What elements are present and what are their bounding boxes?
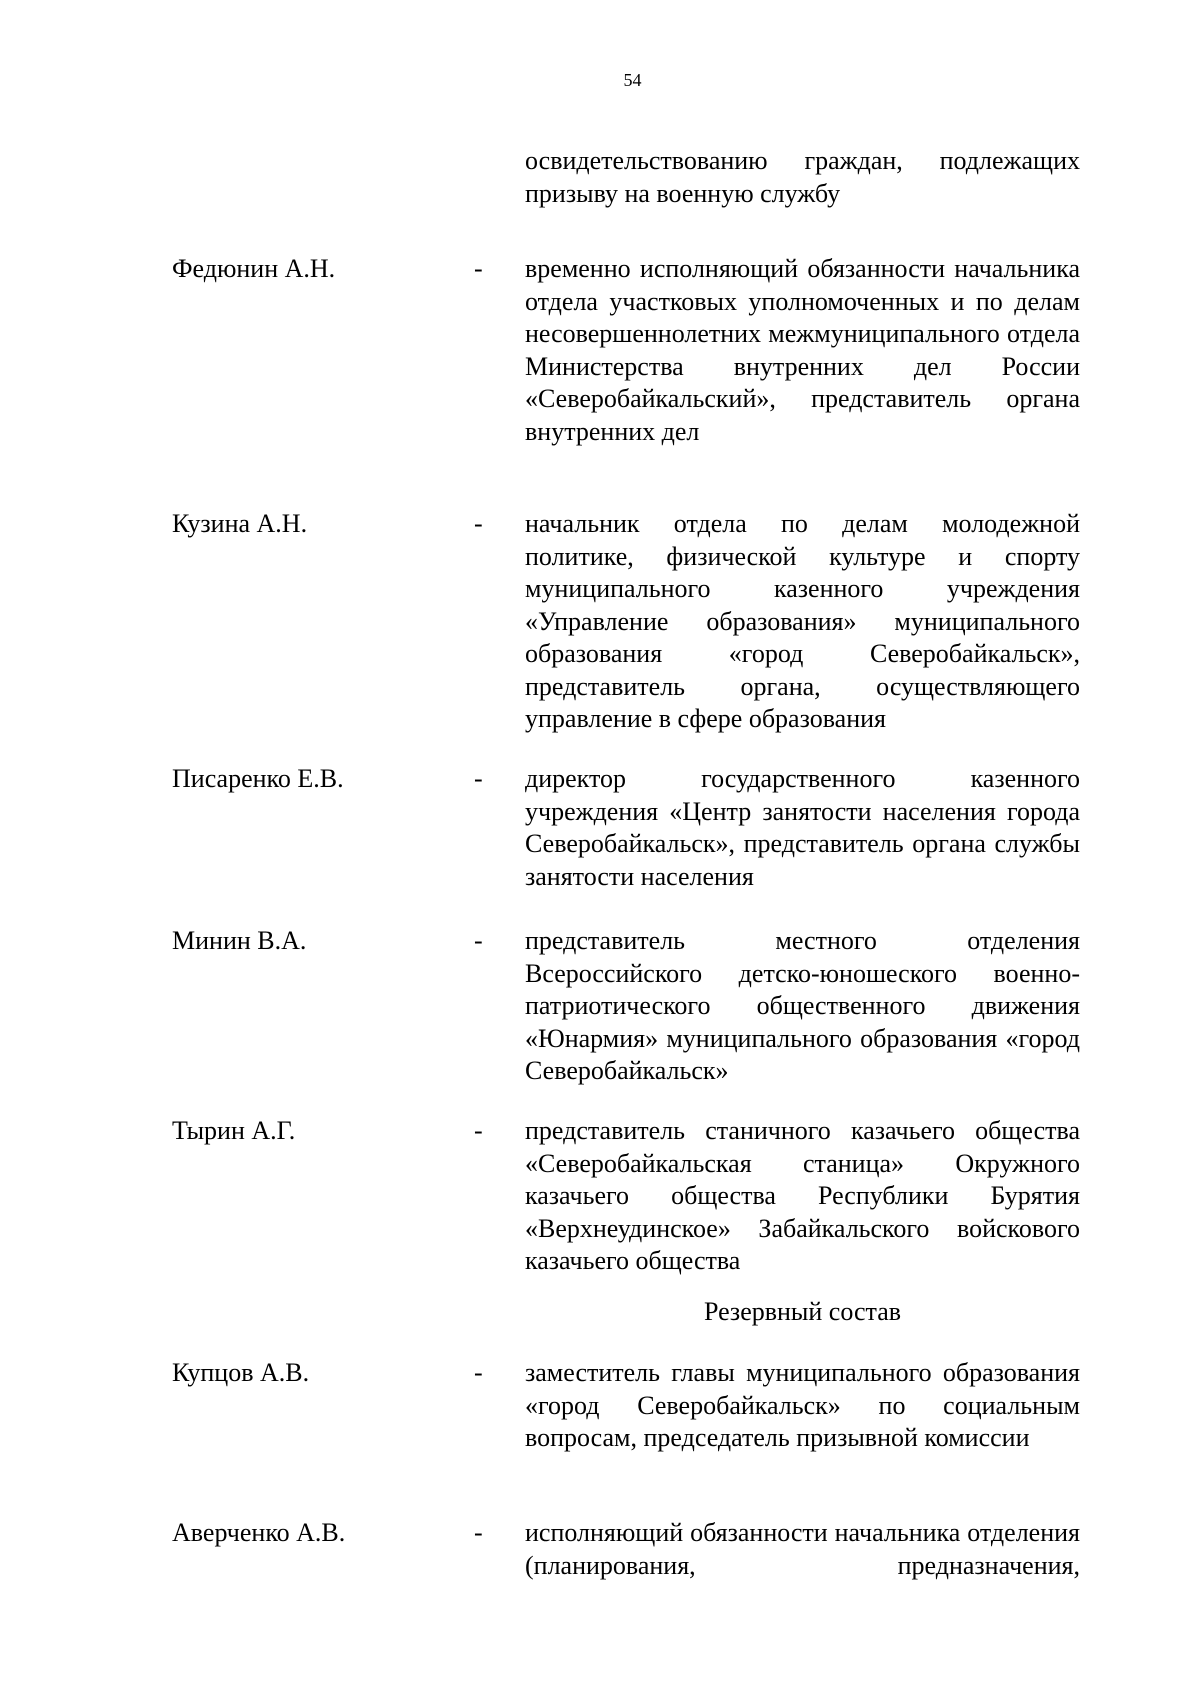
member-name: Кузина А.Н.: [172, 509, 308, 538]
dash-separator: -: [474, 1358, 483, 1387]
dash-separator: -: [474, 926, 483, 955]
dash-separator: -: [474, 509, 483, 538]
member-name: Купцов А.В.: [172, 1358, 310, 1387]
dash-separator: -: [474, 254, 483, 283]
dash-separator: -: [474, 1116, 483, 1145]
reserve-section-heading: Резервный состав: [703, 1297, 902, 1326]
member-name: Аверченко А.В.: [172, 1518, 346, 1547]
member-description: временно исполняющий обязанности начальника отдела участковых уполномоченных и по делам несовершеннолетних межмуниципального отдела Министерства внутренних дел России «Северобайкальский», представитель органа внутренних дел: [525, 254, 1080, 446]
dash-separator: -: [474, 1518, 483, 1547]
member-name: Минин В.А.: [172, 926, 307, 955]
member-description: начальник отдела по делам молодежной политике, физической культуре и спорту муниципального казенного учреждения «Управление образования» муниципального образования «город Северобайкальск», представитель органа, осуществляющего управление в сфере образования: [525, 509, 1080, 733]
member-description: представитель местного отделения Всероссийского детско-юношеского военно-патриотического общественного движения «Юнармия» муниципального образования «город Северобайкальск»: [525, 926, 1080, 1085]
member-description: представитель станичного казачьего общества «Северобайкальская станица» Окружного казачьего общества Республики Бурятия «Верхнеудинское» Забайкальского войскового казачьего общества: [525, 1116, 1080, 1275]
dash-separator: -: [474, 764, 483, 793]
member-name: Писаренко Е.В.: [172, 764, 344, 793]
member-description: директор государственного казенного учреждения «Центр занятости населения города Северобайкальск», представитель органа службы занятости населения: [525, 764, 1080, 891]
continuation-text: освидетельствованию граждан, подлежащих призыву на военную службу: [525, 146, 1080, 208]
member-name: Федюнин А.Н.: [172, 254, 336, 283]
member-description: заместитель главы муниципального образования «город Северобайкальск» по социальным вопросам, председатель призывной комиссии: [525, 1358, 1080, 1452]
member-description: исполняющий обязанности начальника отделения (планирования, предназначения,: [525, 1518, 1080, 1580]
member-name: Тырин А.Г.: [172, 1116, 296, 1145]
page-number: 54: [623, 70, 642, 90]
